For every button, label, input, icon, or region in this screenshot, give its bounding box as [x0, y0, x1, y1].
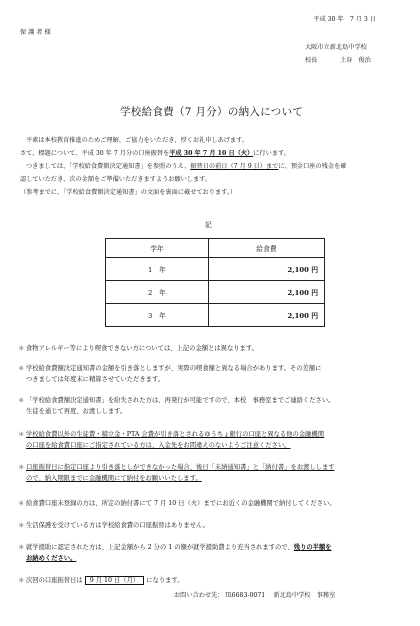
- asterisk-icon: ＊: [18, 544, 25, 551]
- note-reissue: ＊ 「学校給食費額決定通知書」を紛失された方は、再発行が可能ですので、本校 事務室までご連絡ください。 生徒を通じて再度、お渡しします。: [18, 397, 335, 415]
- asterisk-icon: ＊: [18, 365, 25, 372]
- grade-cell: 3 年: [106, 304, 209, 327]
- asterisk-icon: ＊: [18, 577, 25, 584]
- note-welfare: ＊ 生活保護を受けている方は学校給食費の口座振替はありません。: [26, 521, 396, 532]
- amount-cell: 2,100 円: [209, 281, 325, 304]
- asterisk-icon: ＊: [18, 345, 25, 352]
- contact-line: [174, 592, 335, 600]
- contact-tel: ℡6683-0071: [225, 592, 266, 599]
- body-line-4: 認していただき、次の金額をご準備いただきますようお願いします。: [20, 176, 212, 183]
- note-unregistered: ＊ 給食費口座未登録の方は、所定の納付書にて 7 月 10 日（火）までにお近くの金融機関で納付してください。: [26, 499, 396, 510]
- col-header-fee: 給食費: [209, 239, 325, 258]
- body-line-3: つきましては、「学校給食費額決定通知書」を参照のうえ、振替日の前日（7 月 9 日）までに、預金口座の残金を確: [26, 163, 347, 170]
- amount-cell: 2,100 円: [209, 258, 325, 281]
- table-row: [106, 258, 325, 281]
- grade-cell: 2 年: [106, 281, 209, 304]
- recipient: 保 護 者 様: [20, 29, 51, 36]
- document-title: 学校給食費（7 月分）の納入について: [120, 106, 304, 118]
- issue-date: 平成 30 年 7 月 3 日: [313, 16, 376, 23]
- body-line-1: 平素は本校教育推進のためご理解、ご協力をいただき、厚くお礼申しあげます。: [26, 137, 249, 144]
- ki-marker: 記: [205, 221, 212, 229]
- body-line-2: さて、標題について、平成 30 年 7 月分の口座振替を平成 30 年 7 月 10 日（火）に行います。: [20, 150, 290, 157]
- note-difference: ＊ 学校給食費額決定通知書の金額を引き落としますが、実際の喫食額と異なる場合があります。その差額に つきましては年度末に精算させていただきます。: [18, 365, 322, 383]
- principal-label: 校長: [305, 57, 318, 64]
- asterisk-icon: ＊: [18, 431, 25, 438]
- principal-name: 土谷 俊治: [340, 57, 371, 64]
- deadline-text: 振替日の前日（7 月 9 日）まで: [190, 163, 279, 170]
- contact-label: お問い合わせ先：: [174, 592, 224, 599]
- asterisk-icon: ＊: [18, 464, 25, 471]
- note-school-aid: ＊ 就学援助に認定された方は、上記金額から 2 分の 1 の額が就学援助費より充当されますので、残りの半額を お納めください。: [18, 544, 332, 562]
- table-header-row: [106, 239, 325, 258]
- note-failed-transfer: ＊ 口座振替日に指定口座より引き落としができなかった場合、後日「未納通知書」と「納付書」をお渡しします ので、納入期限までに金融機関にて納付をお願いいたします。: [18, 464, 335, 482]
- col-header-grade: 学年: [106, 239, 209, 258]
- note-allergy: ＊ 食物アレルギー等により喫食できない方については、上記の金額とは異なります。: [26, 344, 396, 355]
- body-line-5: （参考までに、「学校給食費額決定通知書」の文面を裏面に載せております。）: [20, 189, 237, 196]
- asterisk-icon: ＊: [18, 397, 25, 404]
- note-next-transfer: ＊ 次回の口座振替日は 9 月 10 日（月） になります。: [26, 576, 396, 587]
- next-transfer-date: 9 月 10 日（月）: [85, 576, 145, 585]
- school-name: 大阪市立新北島中学校: [305, 44, 367, 51]
- fee-table: [105, 238, 325, 327]
- contact-office: 新北島中学校 事務室: [273, 592, 336, 599]
- asterisk-icon: ＊: [18, 500, 25, 507]
- table-row: [106, 304, 325, 327]
- transfer-date: 平成 30 年 7 月 10 日（火）: [169, 150, 254, 157]
- asterisk-icon: ＊: [18, 522, 25, 529]
- grade-cell: 1 年: [106, 258, 209, 281]
- amount-cell: 2,100 円: [209, 304, 325, 327]
- note-bank-account: ＊ 学校給食費以外の生徒費・積立金・PTA 会費が引き落とされるゆうちょ銀行の口座と異なる他の金融機関 の口座を給食費口座にご指定されている方は、入金先をお間違えのないようご注意ください。: [18, 431, 325, 449]
- table-row: [106, 281, 325, 304]
